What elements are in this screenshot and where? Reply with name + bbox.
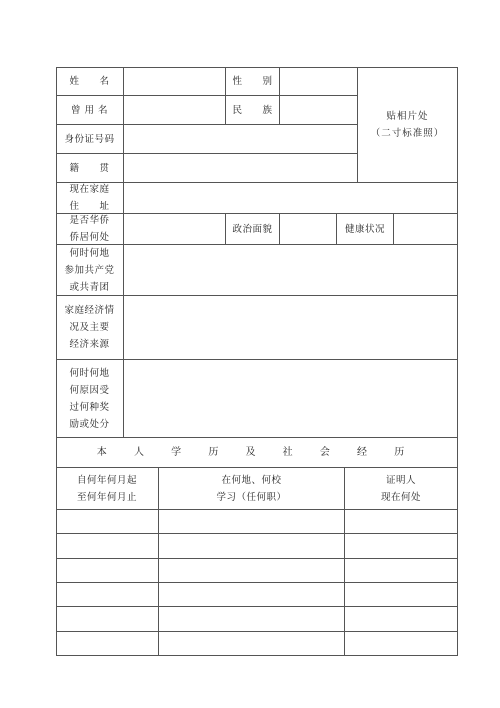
history-witness-cell[interactable]	[345, 607, 458, 632]
ethnicity-label: 民 族	[226, 96, 280, 125]
native-place-field[interactable]	[124, 154, 358, 183]
family-economy-label: 家庭经济情 况及主要 经济来源	[56, 296, 124, 360]
history-place-cell[interactable]	[159, 534, 345, 559]
political-status-field[interactable]	[280, 214, 337, 245]
history-period-cell[interactable]	[56, 510, 159, 534]
history-period-cell[interactable]	[56, 559, 159, 583]
political-status-label: 政治面貌	[226, 214, 280, 245]
home-address-label: 现在家庭 住 址	[56, 183, 124, 214]
history-place-cell[interactable]	[159, 607, 345, 632]
health-status-label: 健康状况	[337, 214, 394, 245]
history-place-cell[interactable]	[159, 632, 345, 656]
history-place-cell[interactable]	[159, 583, 345, 607]
history-place-cell[interactable]	[159, 510, 345, 534]
health-status-field[interactable]	[394, 214, 458, 245]
home-address-field[interactable]	[124, 183, 458, 214]
history-witness-cell[interactable]	[345, 583, 458, 607]
gender-field[interactable]	[280, 67, 358, 96]
history-witness-header: 证明人 现在何处	[345, 468, 458, 510]
history-section-title: 本 人 学 历 及 社 会 经 历	[56, 438, 458, 468]
gender-label: 性 别	[226, 67, 280, 96]
awards-punishments-label: 何时何地 何原因受 过何种奖 励或处分	[56, 360, 124, 438]
former-name-field[interactable]	[124, 96, 226, 125]
history-place-header: 在何地、何校 学习（任何职）	[159, 468, 345, 510]
family-economy-field[interactable]	[124, 296, 458, 360]
native-place-label: 籍 贯	[56, 154, 124, 183]
history-period-cell[interactable]	[56, 534, 159, 559]
history-witness-cell[interactable]	[345, 559, 458, 583]
name-field[interactable]	[124, 67, 226, 96]
name-label: 姓 名	[56, 67, 124, 96]
overseas-label: 是否华侨 侨居何处	[56, 214, 124, 245]
party-join-field[interactable]	[124, 245, 458, 296]
overseas-field[interactable]	[124, 214, 226, 245]
history-period-cell[interactable]	[56, 632, 159, 656]
history-period-header: 自何年何月起 至何年何月止	[56, 468, 159, 510]
history-period-cell[interactable]	[56, 583, 159, 607]
history-period-cell[interactable]	[56, 607, 159, 632]
history-witness-cell[interactable]	[345, 632, 458, 656]
id-number-label: 身份证号码	[56, 125, 124, 154]
party-join-label: 何时何地 参加共产党 或共青团	[56, 245, 124, 296]
history-witness-cell[interactable]	[345, 534, 458, 559]
history-place-cell[interactable]	[159, 559, 345, 583]
history-witness-cell[interactable]	[345, 510, 458, 534]
id-number-field[interactable]	[124, 125, 358, 154]
photo-area: 贴相片处 （二寸标准照）	[358, 67, 458, 183]
awards-punishments-field[interactable]	[124, 360, 458, 438]
ethnicity-field[interactable]	[280, 96, 358, 125]
former-name-label: 曾 用 名	[56, 96, 124, 125]
